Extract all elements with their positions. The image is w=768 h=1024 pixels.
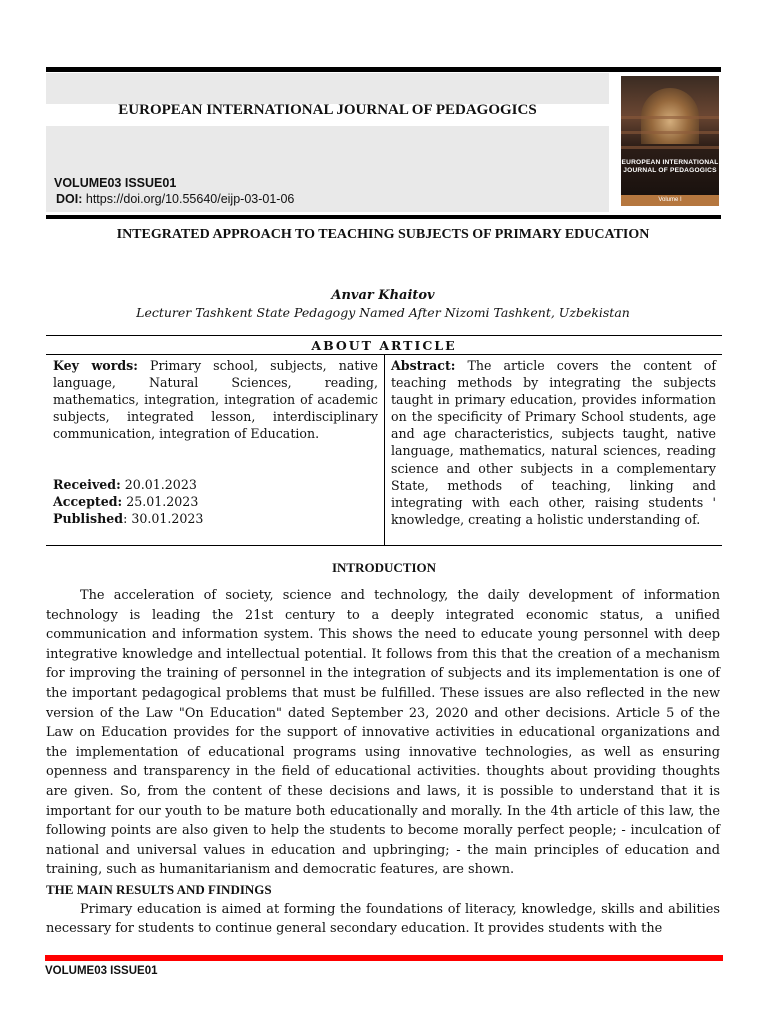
accepted-date: 25.01.2023 [122,494,199,510]
keywords-label: Key words: [53,358,138,373]
cover-shelf [621,116,719,119]
about-bottom-rule [46,545,722,546]
published-label: Published [53,511,124,527]
abstract-block [391,357,716,528]
results-heading: THE MAIN RESULTS AND FINDINGS [46,881,272,897]
footer-rule [45,955,723,961]
journal-name-band [46,73,609,104]
author-affiliation: Lecturer Tashkent State Pedagogy Named After Nizomi Tashkent, Uzbekistan [136,305,630,320]
introduction-heading: INTRODUCTION [331,560,436,575]
article-body [46,586,720,939]
header-bottom-rule [46,215,721,219]
top-rule [46,67,721,72]
cover-shelf [621,146,719,149]
accepted-label: Accepted: [53,494,123,510]
about-column-divider [384,354,385,545]
doi-label: DOI: [56,192,83,206]
abstract-label: Abstract: [391,358,456,373]
intro-paragraph: The acceleration of society, science and technology, the daily development of information technology is leading the 21st century to a deeply integrated economic status, a unified communication and information system. This shows the need to educate young personnel with deep integrative knowledge and intellectual potential. It follows from this that the creation of a mechanism for improving the training of personnel in the integration of subjects and its implementation is one of the important pedagogical problems that must be fulfilled. These issues are also reflected in the new version of the Law "On Education" dated September 23, 2020 and other decisions. Article 5 of the Law on Education provides for the support of innovative activities in educational organizations and the implementation of educational programs using innovative technologies, as well as ensuring openness and transparency in the field of educational activities. thoughts about providing thoughts are given. So, from the content of these decisions and laws, it is possible to understand that it is important for our youth to be mature both educationally and morally. In the 4th article of this law, the following points are also given to help the students to become morally perfect people; - inculcation of national and universal values in education and upbringing; - the main principles of education and training, such as humanitarianism and democratic features, are shown. [46,588,720,878]
keywords-block [53,357,378,442]
cover-shelf [621,131,719,134]
volume-issue: VOLUME03 ISSUE01 [54,176,177,190]
published-date: : 30.01.2023 [123,511,204,527]
journal-name: EUROPEAN INTERNATIONAL JOURNAL OF PEDAGOGICS [118,102,537,118]
about-article-heading: ABOUT ARTICLE [311,338,457,353]
article-dates [53,476,203,527]
keywords-text: Primary school, subjects, native language, Natural Sciences, reading, mathematics, integration, integration of academic subjects, integrated lesson, interdisciplinary communication, integration of Education. [53,358,378,442]
doi-link[interactable]: https://doi.org/10.55640/eijp-03-01-06 [85,192,295,206]
article-title: INTEGRATED APPROACH TO TEACHING SUBJECTS OF PRIMARY EDUCATION [116,227,650,242]
journal-cover-image [621,76,719,206]
abstract-text: The article covers the content of teaching methods by integrating the subjects taught in primary education, provides information on the specificity of Primary School students, age and age characteristics, subjects taught, native language, mathematics, natural sciences, reading science and other subjects in a complementary State, methods of teaching, linking and integrating with each other, raising students ' knowledge, creating a holistic understanding of. [391,358,716,527]
received-date: 20.01.2023 [120,477,197,492]
about-top-rule [46,335,722,336]
author-name: Anvar Khaitov [331,288,435,303]
received-label: Received: [53,477,121,492]
footer-volume-issue: VOLUME03 ISSUE01 [45,965,158,977]
cover-title: EUROPEAN INTERNATIONAL JOURNAL OF PEDAGOGICS [621,159,719,174]
cover-volume: Volume I [621,195,719,206]
doi-line [56,192,294,206]
results-paragraph: Primary education is aimed at forming the foundations of literacy, knowledge, skills and abilities necessary for students to continue general secondary education. It provides students with the [46,901,720,937]
